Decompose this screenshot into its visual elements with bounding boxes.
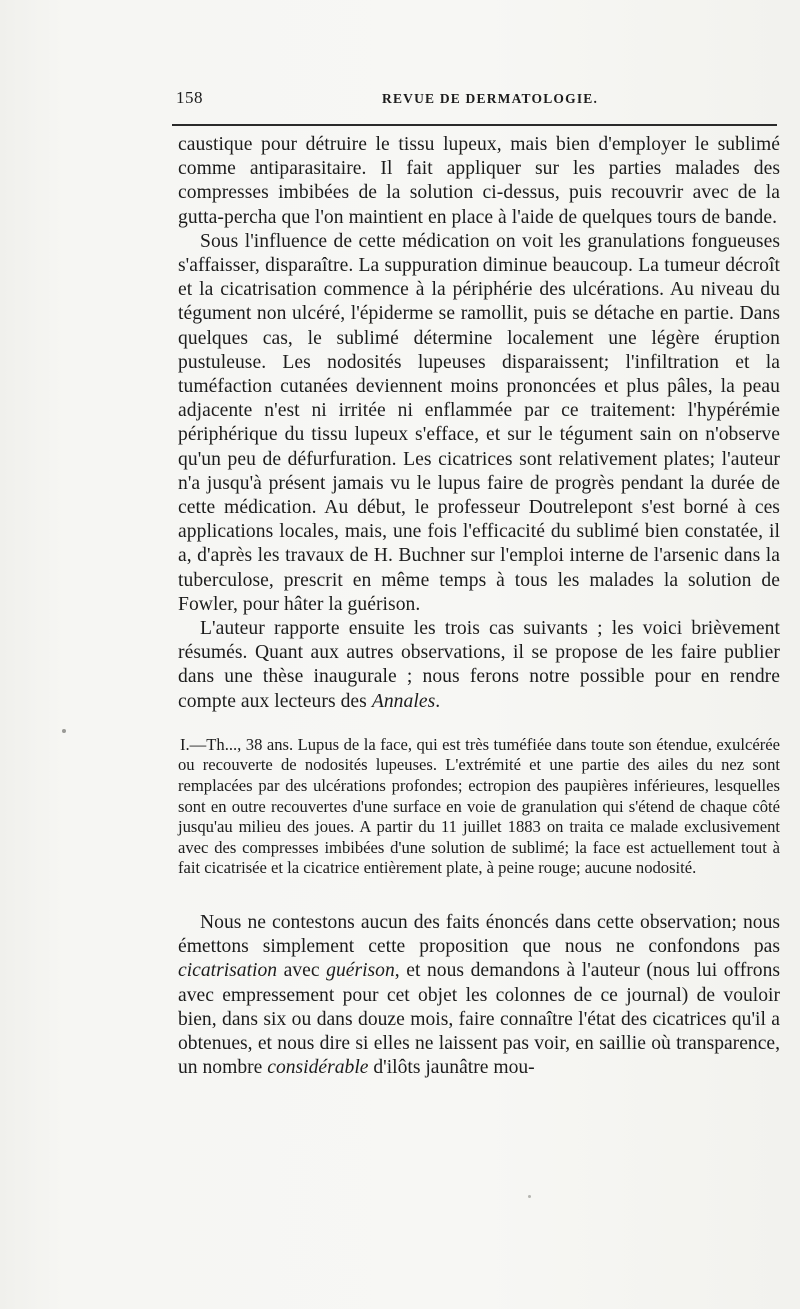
cases-intro-text: L'auteur rapporte ensuite les trois cas suivants ; les voici brièvement résumés. Quant aux autres observations, il se propose de les faire publier dans une thèse inaugurale ; nous ferons notre possible pour en rendre compte aux lecteurs des: [178, 618, 780, 712]
cases-intro-end: .: [435, 690, 441, 712]
comment-text-1: Nous ne contestons aucun des faits énoncés dans cette observation; nous émettons simplement cette proposition que nous ne confondons pas: [178, 912, 780, 958]
paper-speck: [528, 1195, 531, 1198]
running-head: REVUE DE DERMATOLOGIE.: [382, 91, 599, 106]
paragraph-continuation: caustique pour détruire le tissu lupeux, mais bien d'employer le sublimé comme antiparasitaire. Il fait appliquer sur les parties malades des compresses imbibées de la solution ci-dessus, puis recouvrir avec de la gutta-percha que l'on maintient en place à l'aide de quelques tours de bande.: [178, 134, 780, 228]
comment-text-3: , et nous demandons à l'auteur (nous lui offrons avec empressement pour cet objet les colonnes de ce journal) de vouloir bien, dans six ou dans douze mois, faire connaître l'état des cicatrices qu'il a obtenues, et nous dire si elles ne laissent pas voir, en saillie où transparence, un nombre: [178, 960, 780, 1079]
comment-italic-cicatrisation: cicatrisation: [178, 960, 278, 982]
page-number: 158: [176, 88, 203, 107]
paragraph-medication-effects: Sous l'influence de cette médication on voit les granulations fongueuses s'affaisser, disparaître. La suppuration diminue beaucoup. La tumeur décroît et la cicatrisation commence à la périphérie des ulcérations. Au niveau du tégument non ulcéré, l'épiderme se ramollit, puis se détache en partie. Dans quelques cas, le sublimé détermine localement une légère éruption pustuleuse. Les nodosités lupeuses disparaissent; l'infiltration et la tuméfaction cutanées deviennent moins prononcées et plus pâles, la peau adjacente n'est ni irritée ni enflammée par ce traitement: l'hypérémie périphérique du tissu lupeux s'efface, et sur le tégument sain on n'observe qu'un peu de défurfuration. Les cicatrices sont relativement plates; l'auteur n'a jusqu'à présent jamais vu le lupus faire de progrès pendant la durée de cette médication. Au début, le professeur Doutrelepont s'est borné à ces applications locales, mais, une fois l'efficacité du sublimé bien constatée, il a, d'après les travaux de H. Buchner sur l'emploi interne de l'arsenic dans la tuberculose, prescrit en même temps à tous les malades la solution de Fowler, pour hâter la guérison.: [178, 230, 780, 615]
comment-text-2: avec: [277, 960, 327, 982]
header-rule: [172, 124, 777, 126]
page-body: [178, 133, 780, 1100]
paragraph-cases-intro: [178, 617, 780, 714]
page-header: [168, 88, 780, 112]
paper-speck: [62, 729, 66, 733]
journal-name-italic: Annales: [371, 690, 436, 712]
comment-italic-considerable: considérable: [267, 1057, 369, 1079]
case-observation-1: I.—Th..., 38 ans. Lupus de la face, qui est très tuméfiée dans toute son étendue, exulcérée ou recouverte de nodosités lupeuses. L'extrémité et une partie des ailes du nez sont remplacées par des ulcérations profondes; ectropion des paupières inférieures, lesquelles sont en outre recouvertes d'une surface en voie de granulation qui s'étend de chaque côté jusqu'au milieu des joues. A partir du 11 juillet 1883 on traita ce malade exclusivement avec des compresses imbibées d'une solution de sublimé; la face est actuellement tout à fait cicatrisée et la cicatrice entièrement plate, à peine rouge; aucune nodosité.: [178, 734, 780, 878]
comment-italic-guerison: guérison: [326, 960, 395, 982]
editorial-comment: [178, 911, 780, 1080]
comment-text-4: d'ilôts jaunâtre mou-: [368, 1057, 535, 1079]
